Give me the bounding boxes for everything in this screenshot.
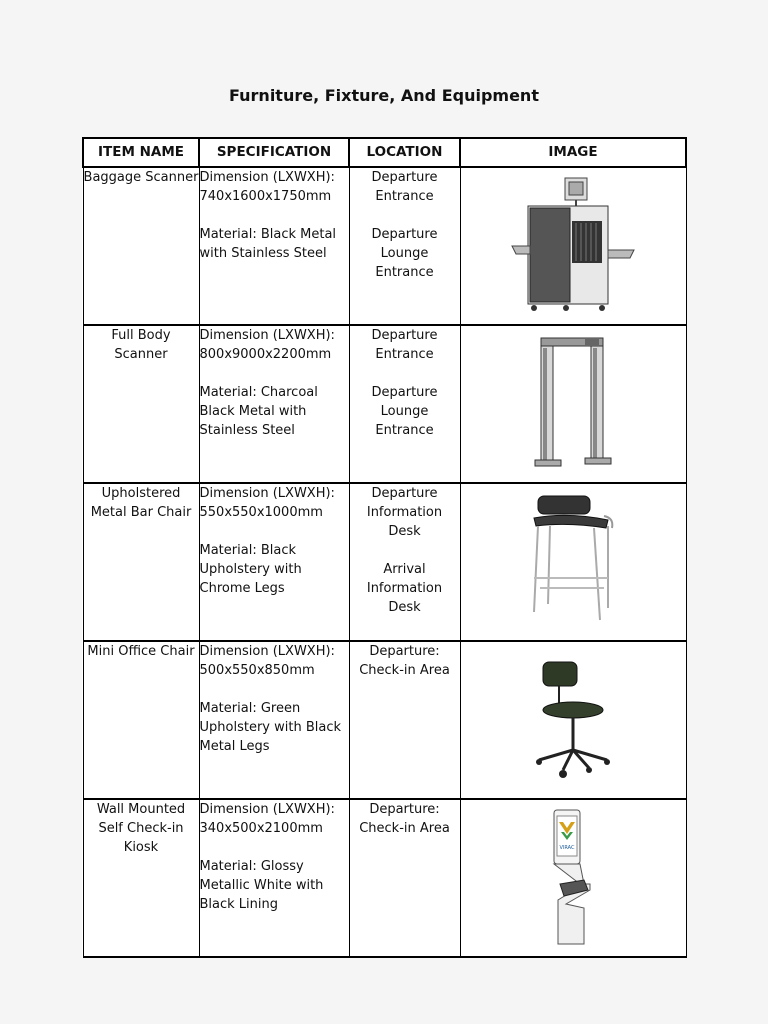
item-image-cell xyxy=(460,799,686,957)
table-row xyxy=(83,167,686,325)
ffe-table xyxy=(82,137,687,958)
location-line: Departure: Check-in Area xyxy=(359,802,450,836)
location-line: Departure Lounge Entrance xyxy=(371,227,438,280)
table-row xyxy=(83,641,686,799)
item-name: Wall Mounted Self Check-in Kiosk xyxy=(83,799,199,957)
location-line: Departure: Check-in Area xyxy=(359,644,450,678)
item-image-cell xyxy=(460,483,686,641)
spec-dimension: Dimension (LXWXH): 740x1600x1750mm xyxy=(199,170,335,204)
table-row xyxy=(83,483,686,641)
header-location: LOCATION xyxy=(349,138,460,167)
item-name: Mini Office Chair xyxy=(83,641,199,799)
item-location xyxy=(349,483,460,641)
spec-dimension: Dimension (LXWXH): 340x500x2100mm xyxy=(199,802,335,836)
kiosk-image xyxy=(548,808,598,948)
kiosk-logo-text: VIRAC xyxy=(559,845,575,851)
item-specification xyxy=(199,325,349,483)
spec-material: Material: Glossy Metallic White with Black Lining xyxy=(199,859,324,912)
spec-material: Material: Black Metal with Stainless Steel xyxy=(199,227,337,261)
item-image-cell xyxy=(460,325,686,483)
item-name: Full Body Scanner xyxy=(83,325,199,483)
item-location xyxy=(349,167,460,325)
header-specification: SPECIFICATION xyxy=(199,138,349,167)
location-line: Arrival Information Desk xyxy=(366,562,443,615)
item-location xyxy=(349,799,460,957)
bar-chair-image xyxy=(528,492,618,632)
table-header-row xyxy=(83,138,686,167)
item-specification xyxy=(199,483,349,641)
spec-dimension: Dimension (LXWXH): 550x550x1000mm xyxy=(199,486,335,520)
spec-material: Material: Charcoal Black Metal with Stainless Steel xyxy=(199,385,318,438)
item-location xyxy=(349,325,460,483)
full-body-scanner-image xyxy=(533,334,613,474)
item-specification xyxy=(199,641,349,799)
item-name: Upholstered Metal Bar Chair xyxy=(83,483,199,641)
location-line: Departure Information Desk xyxy=(366,486,443,539)
spec-material: Material: Green Upholstery with Black Metal Legs xyxy=(199,701,341,754)
item-specification xyxy=(199,799,349,957)
table-row xyxy=(83,799,686,957)
table-row xyxy=(83,325,686,483)
page-title: Furniture, Fixture, And Equipment xyxy=(229,86,539,105)
item-name: Baggage Scanner xyxy=(83,167,199,325)
spec-material: Material: Black Upholstery with Chrome Legs xyxy=(199,543,302,596)
spec-dimension: Dimension (LXWXH): 800x9000x2200mm xyxy=(199,328,335,362)
location-line: Departure Lounge Entrance xyxy=(371,385,438,438)
location-line: Departure Entrance xyxy=(371,328,438,362)
baggage-scanner-image xyxy=(508,176,638,316)
item-location xyxy=(349,641,460,799)
header-item-name: ITEM NAME xyxy=(83,138,199,167)
spec-dimension: Dimension (LXWXH): 500x550x850mm xyxy=(199,644,335,678)
location-line: Departure Entrance xyxy=(371,170,438,204)
office-chair-image xyxy=(533,658,613,782)
item-specification xyxy=(199,167,349,325)
item-image-cell xyxy=(460,167,686,325)
item-image-cell xyxy=(460,641,686,799)
header-image: IMAGE xyxy=(460,138,686,167)
